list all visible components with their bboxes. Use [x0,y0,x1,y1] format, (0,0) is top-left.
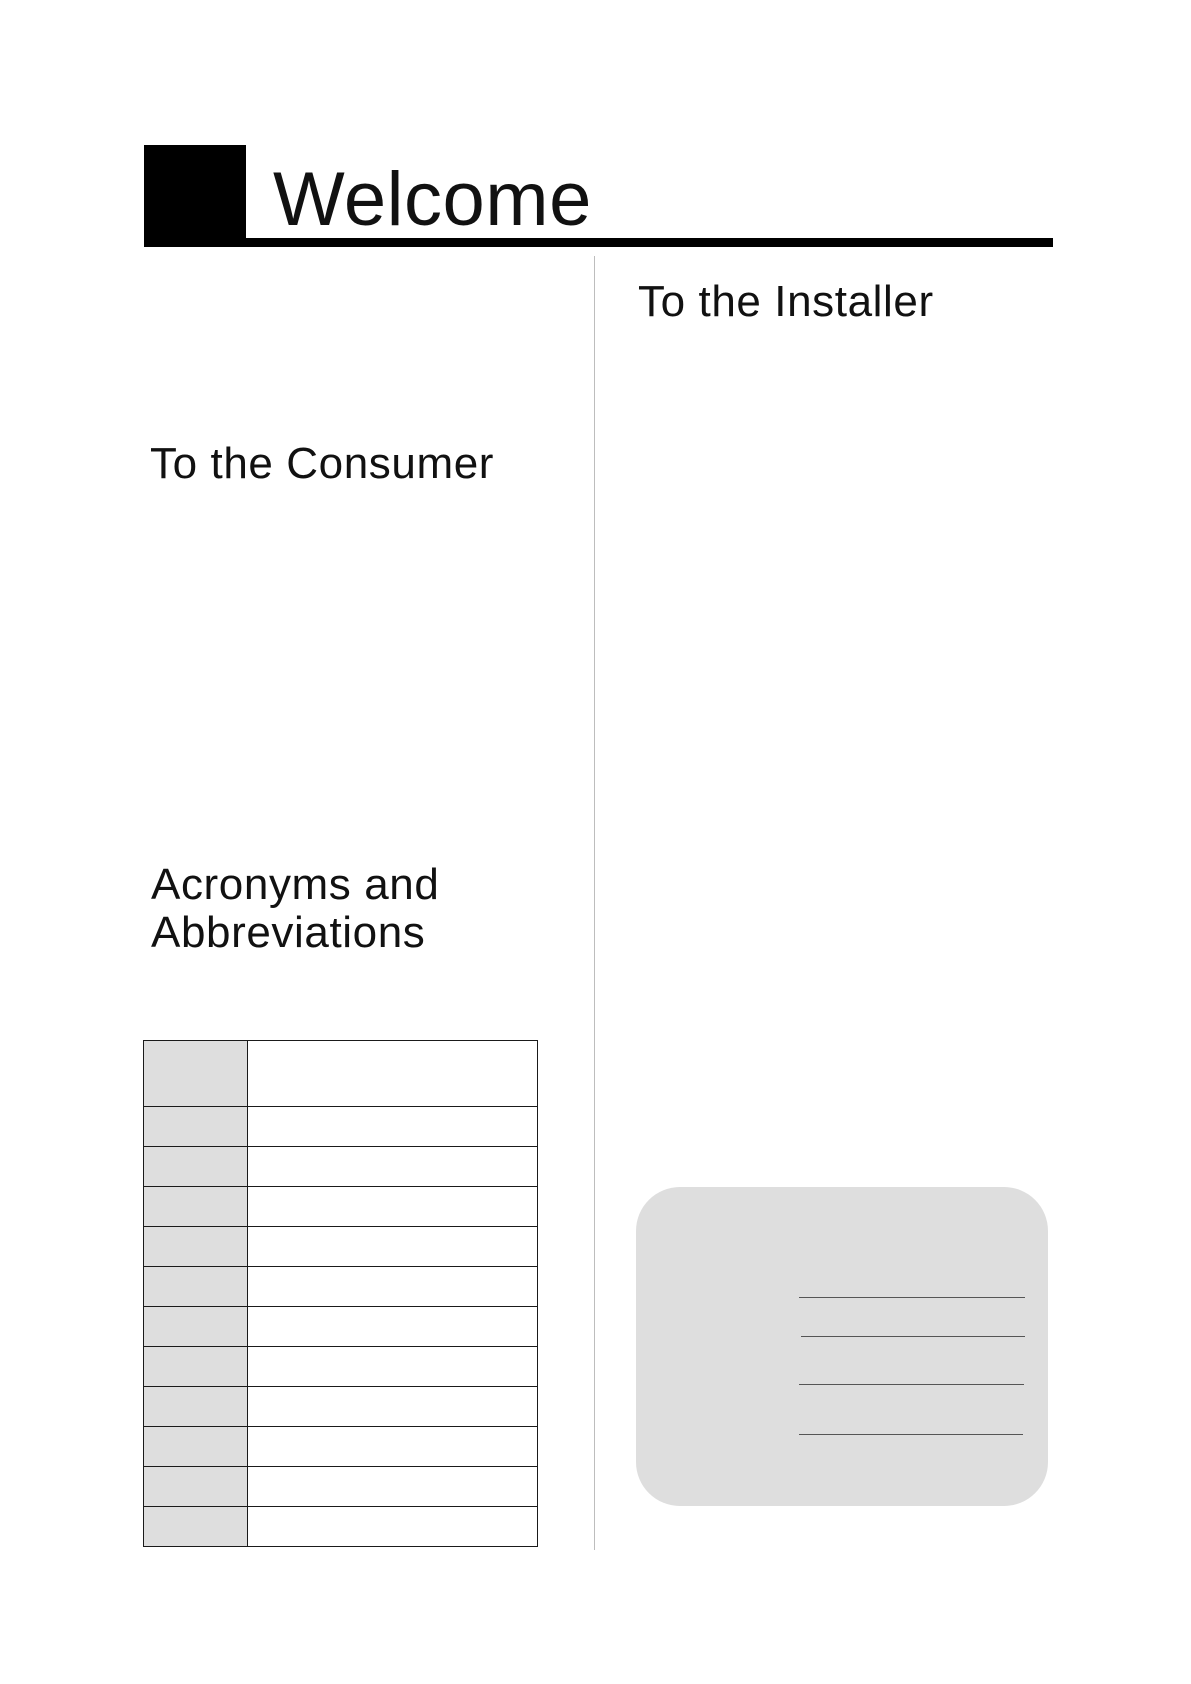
table-row [144,1427,538,1467]
blank-write-line [799,1297,1025,1298]
table-row [144,1307,538,1347]
table-row [144,1147,538,1187]
meaning-cell [248,1147,538,1187]
abbreviation-cell [144,1041,248,1107]
abbreviation-cell [144,1347,248,1387]
heading-to-the-installer: To the Installer [638,277,934,326]
table-row [144,1347,538,1387]
meaning-cell [248,1387,538,1427]
meaning-cell [248,1467,538,1507]
abbreviation-cell [144,1387,248,1427]
table-row [144,1107,538,1147]
abbreviation-cell [144,1467,248,1507]
page-title: Welcome [273,157,592,242]
heading-acronyms-line-1: Acronyms and [151,860,440,909]
meaning-cell [248,1187,538,1227]
meaning-cell [248,1227,538,1267]
table-row [144,1507,538,1547]
meaning-cell [248,1427,538,1467]
table-row [144,1467,538,1507]
meaning-cell [248,1347,538,1387]
abbreviation-cell [144,1187,248,1227]
abbreviation-cell [144,1227,248,1267]
table-row [144,1267,538,1307]
table-header-row [144,1041,538,1107]
abbreviation-cell [144,1267,248,1307]
heading-acronyms-and-abbreviations [151,861,439,957]
table-row [144,1387,538,1427]
abbreviation-cell [144,1427,248,1467]
blank-write-line [801,1336,1025,1337]
acronyms-table [143,1040,538,1547]
heading-to-the-consumer: To the Consumer [150,439,495,488]
heading-acronyms-line-2: Abbreviations [151,908,426,957]
abbreviation-cell [144,1307,248,1347]
abbreviation-cell [144,1507,248,1547]
abbreviation-cell [144,1147,248,1187]
blank-write-line [799,1384,1024,1385]
header-black-block [144,145,246,247]
meaning-cell [248,1041,538,1107]
meaning-cell [248,1267,538,1307]
column-divider [594,256,595,1550]
abbreviation-cell [144,1107,248,1147]
table-row [144,1187,538,1227]
blank-write-line [799,1434,1023,1435]
table-row [144,1227,538,1267]
meaning-cell [248,1107,538,1147]
meaning-cell [248,1307,538,1347]
meaning-cell [248,1507,538,1547]
record-info-panel [636,1187,1048,1506]
